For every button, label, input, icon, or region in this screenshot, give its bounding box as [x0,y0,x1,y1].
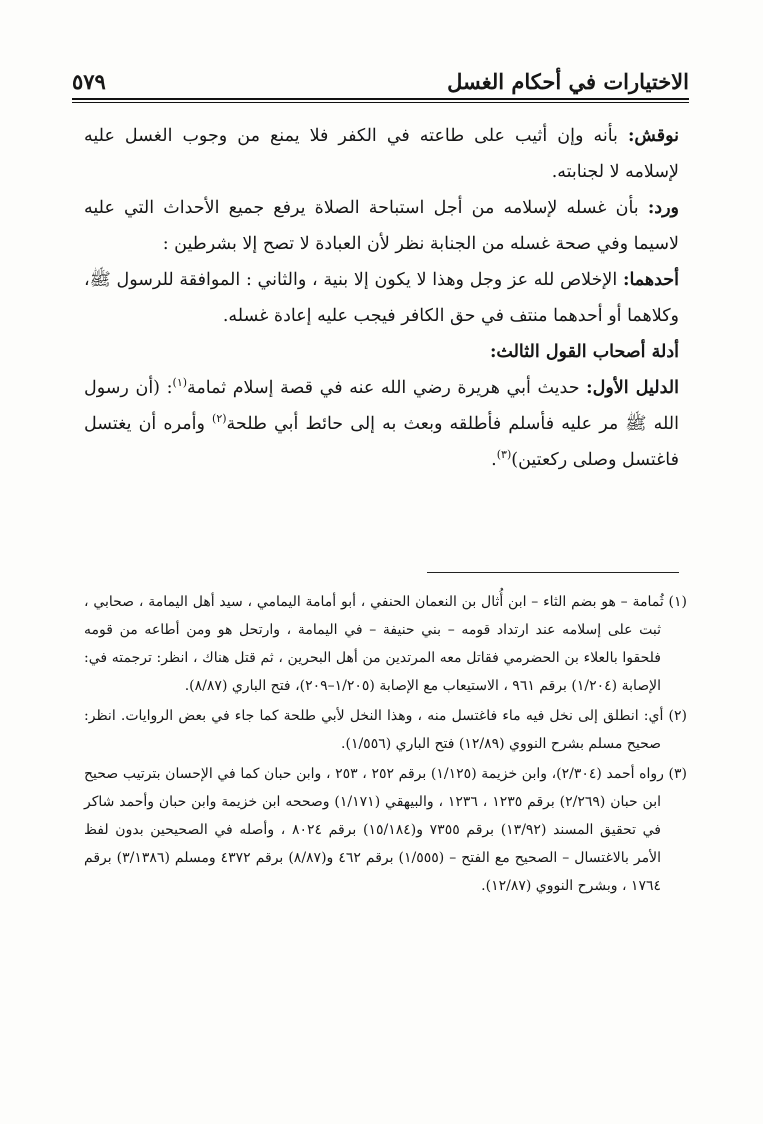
paragraph-reply [84,190,679,262]
paragraph-text: بأنه وإن أثيب على طاعته في الكفر فلا يمنع من وجوب الغسل عليه لإسلامه لا لجنابته. [84,126,679,182]
paragraph-conditions [84,262,679,334]
footnote-ref-2[interactable]: (٢) [212,412,227,426]
running-title: الاختيارات في أحكام الغسل [447,69,689,94]
lead-word: أحدهما: [622,270,679,290]
paragraph-text: . [491,450,497,470]
paragraph-text: وأمره أن يغتسل فاغتسل وصلى ركعتين) [84,414,679,470]
footnote-2: (٢) أي: انطلق إلى نخل فيه ماء فاغتسل منه ، وهذا النخل لأبي طلحة كما جاء في بعض الروايات. انظر: صحيح مسلم بشرح النووي (١٢/٨٩) فتح الباري (١/٥٥٦). [84,708,687,752]
lead-word: الدليل الأول: [586,378,679,398]
page-number: ٥٧٩ [72,69,106,94]
footnotes [84,588,687,902]
footnote-ref-1[interactable]: (١) [172,376,188,390]
lead-word: نوقش: [627,126,679,146]
footnote-3: (٣) رواه أحمد (٢/٣٠٤)، وابن خزيمة (١/١٢٥) برقم ٢٥٢ ، ٢٥٣ ، وابن حبان كما في الإحسان بترتيب صحيح ابن حبان (٢/٢٦٩) برقم ١٢٣٥ ، ١٢٣٦ ، والبيهقي (١/١٧١) وصححه ابن خزيمة وابن حبان وأحمد شاكر في تحقيق المسند (١٣/٩٢) برقم ٧٣٥٥ و(١٥/١٨٤) برقم ٨٠٢٤ ، وأصله في الصحيحين بدون لفظ الأمر بالاغتسال – الصحيح مع الفتح – (١/٥٥٥) برقم ٤٦٢ و(٨/٨٧) برقم ٤٣٧٢ ومسلم (٣/١٣٨٦) برقم ١٧٦٤ ، وبشرح النووي (١٢/٨٧). [84,766,687,894]
paragraph-text: : (أن رسول الله ﷺ مر عليه فأسلم فأطلقه وبعث به إلى حائط أبي طلحة [84,378,680,434]
footnote-1: (١) ثُمامة – هو بضم الثاء – ابن أُثال بن النعمان الحنفي ، أبو أمامة اليمامي ، سيد أهل اليمامة ، صحابي ، ثبت على إسلامه عند ارتداد قومه – بني حنيفة – في اليمامة ، وارتحل هو ومن أطاعه من قومه فلحقوا بالعلاء بن الحضرمي فقاتل معه المرتدين من أهل البحرين ، ثم قتل هناك ، انظر: ترجمته في: الإصابة (١/٢٠٤) برقم ٩٦١ ، الاستيعاب مع الإصابة (١/٢٠٥–٢٠٩)، فتح الباري (٨/٨٧). [84,594,687,694]
paragraph-text: بأن غسله لإسلامه من أجل استباحة الصلاة يرفع جميع الأحداث التي عليه لاسيما وفي صحة غسله من الجنابة نظر لأن العبادة لا تصح إلا بشرطين : [84,198,679,254]
footnote-separator [427,572,679,573]
header-rule [72,98,689,103]
lead-word: ورد: [647,198,679,218]
paragraph-first-evidence [84,370,679,478]
section-heading: أدلة أصحاب القول الثالث: [489,342,679,362]
main-text [84,118,679,478]
paragraph-text: الإخلاص لله عز وجل وهذا لا يكون إلا بنية ، والثاني : الموافقة للرسول ﷺ، وكلاهما أو أحدهما منتف في حق الكافر فيجب عليه إعادة غسله. [84,270,679,326]
footnote-ref-3[interactable]: (٣) [496,448,512,462]
running-header [72,56,689,94]
paragraph-objection [84,118,679,190]
paragraph-text: حديث أبي هريرة رضي الله عنه في قصة إسلام ثمامة [187,378,587,398]
